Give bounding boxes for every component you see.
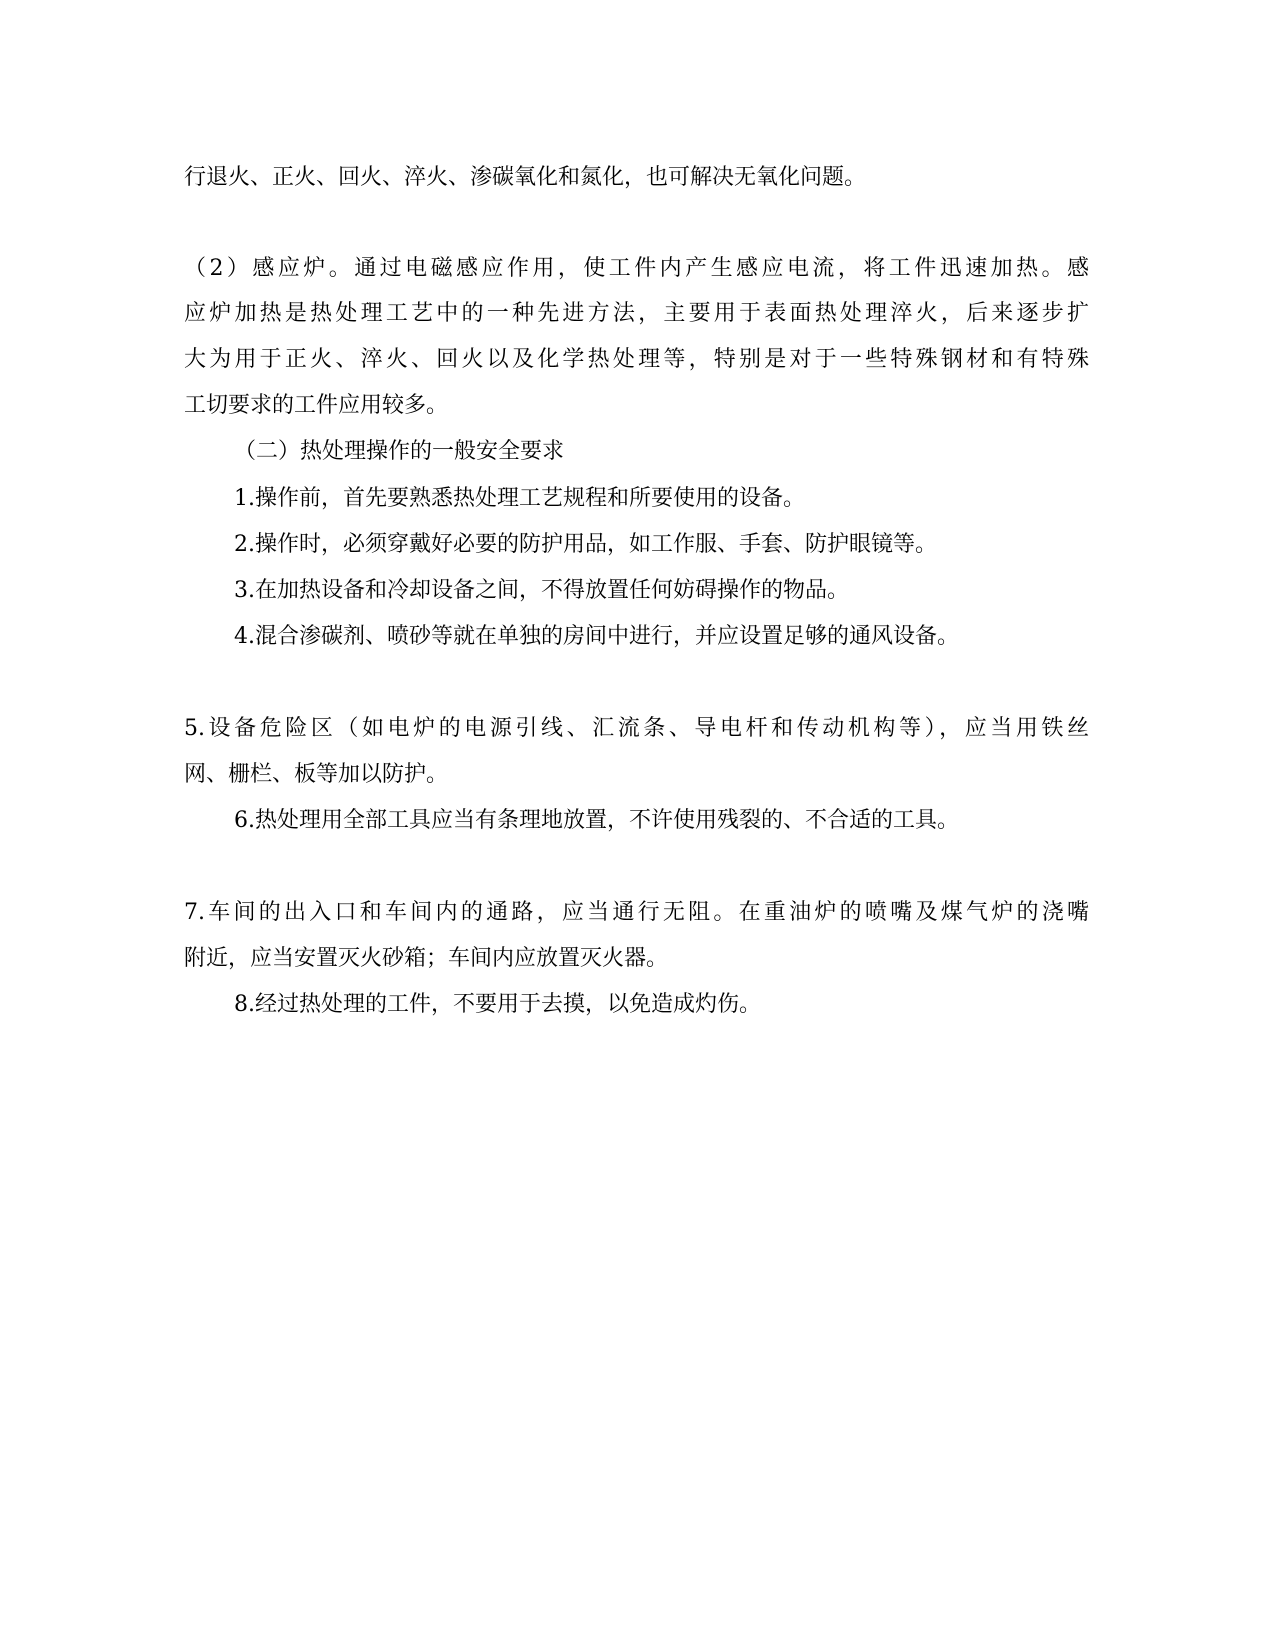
list-item: 4.混合渗碳剂、喷砂等就在单独的房间中进行，并应设置足够的通风设备。 [234,624,959,649]
list-item: 6.热处理用全部工具应当有条理地放置，不许使用残裂的、不合适的工具。 [234,808,959,833]
list-item: 7.车间的出入口和车间内的通路，应当通行无阻。在重油炉的喷嘴及煤气炉的浇嘴 [184,900,1089,925]
text-line: （2）感应炉。通过电磁感应作用，使工件内产生感应电流，将工件迅速加热。感 [184,256,1089,281]
text-line: 行退火、正火、回火、淬火、渗碳氧化和氮化，也可解决无氧化问题。 [184,165,867,190]
list-item: 1.操作前，首先要熟悉热处理工艺规程和所要使用的设备。 [234,486,805,511]
text-line: 附近，应当安置灭火砂箱；车间内应放置灭火器。 [184,946,669,971]
text-line: 大为用于正火、淬火、回火以及化学热处理等，特别是对于一些特殊钢材和有特殊 [184,347,1089,372]
list-item: 5.设备危险区（如电炉的电源引线、汇流条、导电杆和传动机构等），应当用铁丝 [184,716,1089,741]
list-item: 8.经过热处理的工件，不要用于去摸，以免造成灼伤。 [234,992,761,1017]
list-item: 3.在加热设备和冷却设备之间，不得放置任何妨碍操作的物品。 [234,578,849,603]
section-heading: （二）热处理操作的一般安全要求 [234,439,565,464]
text-line: 工切要求的工件应用较多。 [184,393,449,418]
list-item: 2.操作时，必须穿戴好必要的防护用品，如工作服、手套、防护眼镜等。 [234,532,937,557]
text-line: 网、栅栏、板等加以防护。 [184,762,449,787]
text-line: 应炉加热是热处理工艺中的一种先进方法，主要用于表面热处理淬火，后来逐步扩 [184,301,1089,326]
